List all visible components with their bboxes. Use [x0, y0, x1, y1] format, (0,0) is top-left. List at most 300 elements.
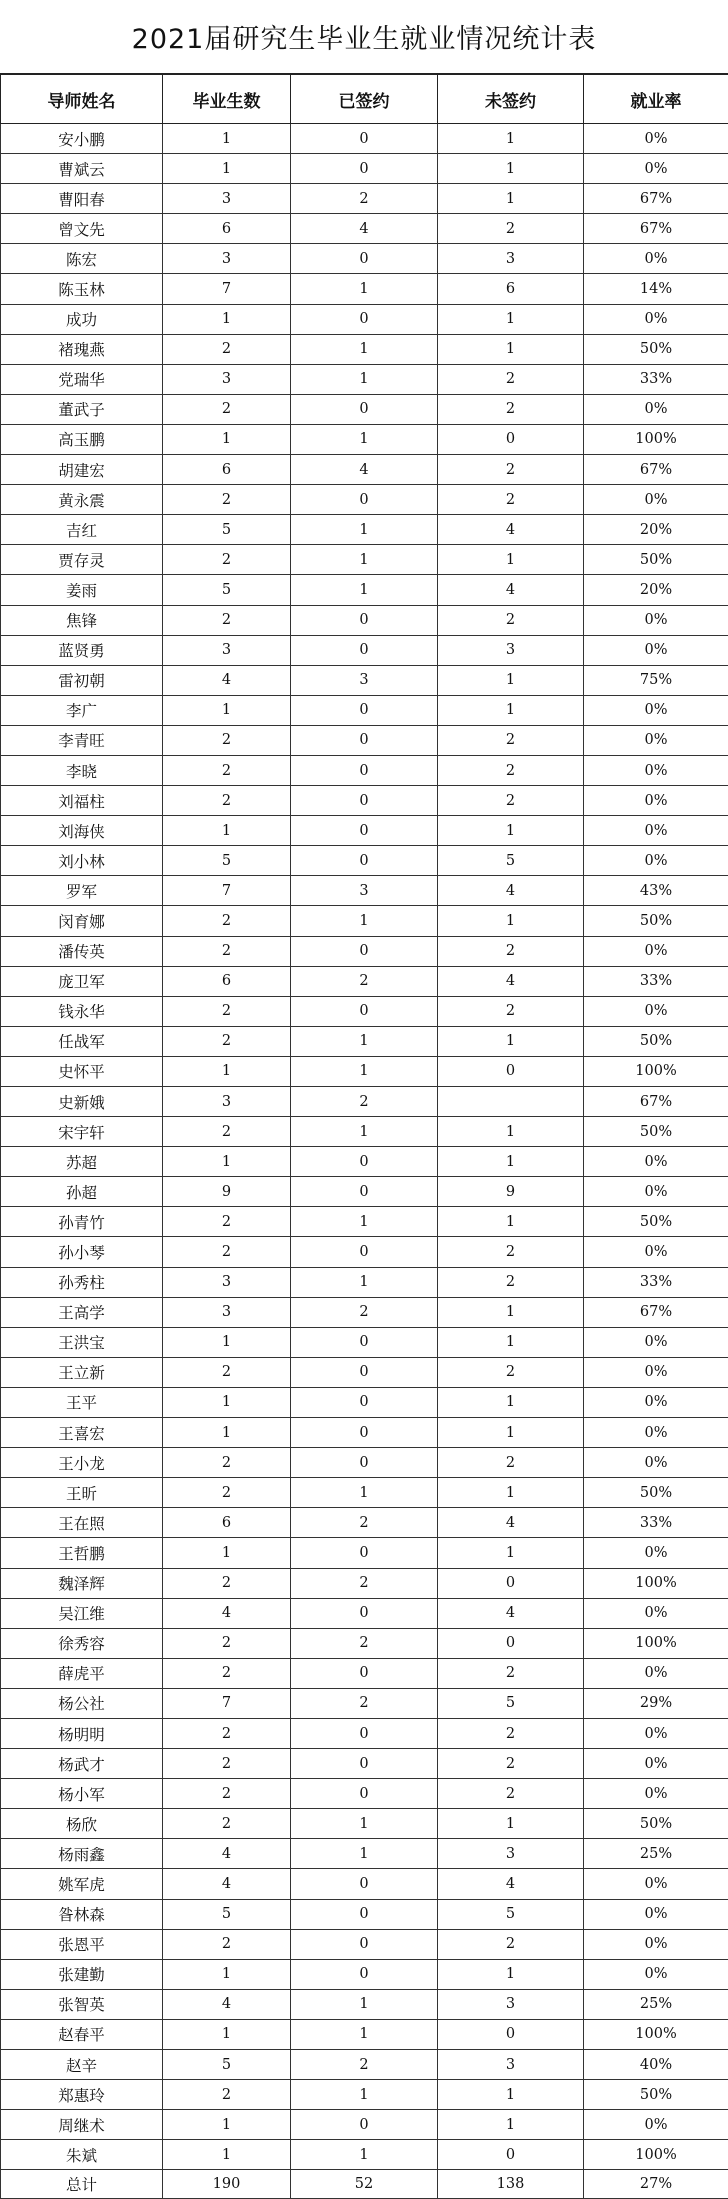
graduates-cell[interactable]: 4	[163, 1839, 291, 1869]
rate-cell[interactable]: 33%	[584, 966, 728, 996]
signed-cell[interactable]: 0	[291, 1327, 438, 1357]
rate-cell[interactable]: 0%	[584, 1779, 728, 1809]
signed-cell[interactable]: 0	[291, 485, 438, 515]
signed-cell[interactable]: 0	[291, 1387, 438, 1417]
rate-cell[interactable]: 0%	[584, 1147, 728, 1177]
graduates-cell[interactable]: 5	[163, 515, 291, 545]
signed-cell[interactable]: 0	[291, 1929, 438, 1959]
graduates-cell[interactable]: 1	[163, 1056, 291, 1086]
rate-cell[interactable]: 0%	[584, 755, 728, 785]
signed-cell[interactable]: 0	[291, 996, 438, 1026]
unsigned-cell[interactable]: 1	[438, 1026, 584, 1056]
rate-cell[interactable]: 0%	[584, 1929, 728, 1959]
advisor-name-cell[interactable]: 潘传英	[1, 936, 163, 966]
advisor-name-cell[interactable]: 王高学	[1, 1297, 163, 1327]
signed-cell[interactable]: 1	[291, 1478, 438, 1508]
graduates-cell[interactable]: 2	[163, 755, 291, 785]
advisor-name-cell[interactable]: 王喜宏	[1, 1418, 163, 1448]
rate-cell[interactable]: 0%	[584, 1387, 728, 1417]
advisor-name-cell[interactable]: 焦锋	[1, 605, 163, 635]
graduates-cell[interactable]: 2	[163, 2080, 291, 2110]
advisor-name-cell[interactable]: 陈宏	[1, 244, 163, 274]
advisor-name-cell[interactable]: 孙秀柱	[1, 1267, 163, 1297]
graduates-cell[interactable]: 6	[163, 1508, 291, 1538]
signed-cell[interactable]: 1	[291, 1989, 438, 2019]
rate-cell[interactable]: 0%	[584, 1418, 728, 1448]
advisor-name-cell[interactable]: 徐秀容	[1, 1628, 163, 1658]
signed-cell[interactable]: 1	[291, 2140, 438, 2170]
advisor-name-cell[interactable]: 魏泽辉	[1, 1568, 163, 1598]
signed-cell[interactable]: 0	[291, 846, 438, 876]
unsigned-cell[interactable]: 1	[438, 184, 584, 214]
advisor-name-cell[interactable]: 党瑞华	[1, 364, 163, 394]
unsigned-cell[interactable]: 2	[438, 1718, 584, 1748]
graduates-cell[interactable]: 2	[163, 394, 291, 424]
advisor-name-cell[interactable]: 陈玉林	[1, 274, 163, 304]
signed-cell[interactable]: 0	[291, 1749, 438, 1779]
graduates-cell[interactable]: 2	[163, 1026, 291, 1056]
total-signed[interactable]: 52	[291, 2170, 438, 2199]
graduates-cell[interactable]: 6	[163, 966, 291, 996]
unsigned-cell[interactable]: 4	[438, 1508, 584, 1538]
rate-cell[interactable]: 0%	[584, 635, 728, 665]
rate-cell[interactable]: 40%	[584, 2050, 728, 2080]
graduates-cell[interactable]: 3	[163, 244, 291, 274]
advisor-name-cell[interactable]: 杨小军	[1, 1779, 163, 1809]
unsigned-cell[interactable]: 2	[438, 786, 584, 816]
advisor-name-cell[interactable]: 孙小琴	[1, 1237, 163, 1267]
graduates-cell[interactable]: 9	[163, 1177, 291, 1207]
graduates-cell[interactable]: 1	[163, 1387, 291, 1417]
advisor-name-cell[interactable]: 任战军	[1, 1026, 163, 1056]
unsigned-cell[interactable]: 0	[438, 2140, 584, 2170]
rate-cell[interactable]: 0%	[584, 1658, 728, 1688]
graduates-cell[interactable]: 2	[163, 1718, 291, 1748]
graduates-cell[interactable]: 5	[163, 1899, 291, 1929]
graduates-cell[interactable]: 3	[163, 1087, 291, 1117]
unsigned-cell[interactable]: 2	[438, 936, 584, 966]
unsigned-cell[interactable]: 2	[438, 1749, 584, 1779]
rate-cell[interactable]: 0%	[584, 485, 728, 515]
signed-cell[interactable]: 1	[291, 1267, 438, 1297]
rate-cell[interactable]: 33%	[584, 1508, 728, 1538]
rate-cell[interactable]: 50%	[584, 2080, 728, 2110]
signed-cell[interactable]: 3	[291, 876, 438, 906]
rate-cell[interactable]: 67%	[584, 1087, 728, 1117]
unsigned-cell[interactable]: 2	[438, 394, 584, 424]
rate-cell[interactable]: 50%	[584, 1026, 728, 1056]
advisor-name-cell[interactable]: 吉红	[1, 515, 163, 545]
advisor-name-cell[interactable]: 昝林森	[1, 1899, 163, 1929]
unsigned-cell[interactable]: 6	[438, 274, 584, 304]
rate-cell[interactable]: 0%	[584, 1327, 728, 1357]
signed-cell[interactable]: 0	[291, 1959, 438, 1989]
rate-cell[interactable]: 20%	[584, 575, 728, 605]
graduates-cell[interactable]: 2	[163, 1357, 291, 1387]
graduates-cell[interactable]: 2	[163, 1809, 291, 1839]
rate-cell[interactable]: 43%	[584, 876, 728, 906]
graduates-cell[interactable]: 4	[163, 665, 291, 695]
graduates-cell[interactable]: 2	[163, 1628, 291, 1658]
signed-cell[interactable]: 1	[291, 1117, 438, 1147]
unsigned-cell[interactable]: 4	[438, 1869, 584, 1899]
rate-cell[interactable]: 100%	[584, 424, 728, 454]
signed-cell[interactable]: 0	[291, 1598, 438, 1628]
advisor-name-cell[interactable]: 史怀平	[1, 1056, 163, 1086]
rate-cell[interactable]: 0%	[584, 846, 728, 876]
rate-cell[interactable]: 0%	[584, 725, 728, 755]
graduates-cell[interactable]: 1	[163, 154, 291, 184]
graduates-cell[interactable]: 3	[163, 1267, 291, 1297]
graduates-cell[interactable]: 3	[163, 364, 291, 394]
advisor-name-cell[interactable]: 闵育娜	[1, 906, 163, 936]
unsigned-cell[interactable]: 1	[438, 665, 584, 695]
unsigned-cell[interactable]: 4	[438, 515, 584, 545]
rate-cell[interactable]: 25%	[584, 1839, 728, 1869]
signed-cell[interactable]: 1	[291, 1839, 438, 1869]
graduates-cell[interactable]: 2	[163, 334, 291, 364]
rate-cell[interactable]: 0%	[584, 1959, 728, 1989]
rate-cell[interactable]: 0%	[584, 1538, 728, 1568]
graduates-cell[interactable]: 1	[163, 304, 291, 334]
rate-cell[interactable]: 100%	[584, 1056, 728, 1086]
rate-cell[interactable]: 67%	[584, 1297, 728, 1327]
advisor-name-cell[interactable]: 钱永华	[1, 996, 163, 1026]
advisor-name-cell[interactable]: 高玉鹏	[1, 424, 163, 454]
signed-cell[interactable]: 1	[291, 334, 438, 364]
graduates-cell[interactable]: 1	[163, 816, 291, 846]
rate-cell[interactable]: 0%	[584, 996, 728, 1026]
signed-cell[interactable]: 0	[291, 936, 438, 966]
unsigned-cell[interactable]	[438, 1087, 584, 1117]
signed-cell[interactable]: 0	[291, 786, 438, 816]
unsigned-cell[interactable]: 3	[438, 1989, 584, 2019]
rate-cell[interactable]: 20%	[584, 515, 728, 545]
signed-cell[interactable]: 0	[291, 394, 438, 424]
advisor-name-cell[interactable]: 周继术	[1, 2110, 163, 2140]
unsigned-cell[interactable]: 9	[438, 1177, 584, 1207]
graduates-cell[interactable]: 2	[163, 725, 291, 755]
unsigned-cell[interactable]: 1	[438, 2080, 584, 2110]
advisor-name-cell[interactable]: 庞卫军	[1, 966, 163, 996]
rate-cell[interactable]: 100%	[584, 1568, 728, 1598]
signed-cell[interactable]: 0	[291, 635, 438, 665]
unsigned-cell[interactable]: 2	[438, 364, 584, 394]
signed-cell[interactable]: 1	[291, 364, 438, 394]
signed-cell[interactable]: 0	[291, 1779, 438, 1809]
graduates-cell[interactable]: 5	[163, 2050, 291, 2080]
rate-cell[interactable]: 0%	[584, 394, 728, 424]
advisor-name-cell[interactable]: 张智英	[1, 1989, 163, 2019]
graduates-cell[interactable]: 2	[163, 906, 291, 936]
graduates-cell[interactable]: 7	[163, 274, 291, 304]
advisor-name-cell[interactable]: 吴江维	[1, 1598, 163, 1628]
rate-cell[interactable]: 50%	[584, 334, 728, 364]
signed-cell[interactable]: 1	[291, 424, 438, 454]
rate-cell[interactable]: 67%	[584, 214, 728, 244]
unsigned-cell[interactable]: 1	[438, 1959, 584, 1989]
graduates-cell[interactable]: 2	[163, 1658, 291, 1688]
unsigned-cell[interactable]: 1	[438, 124, 584, 154]
header-advisor-name[interactable]: 导师姓名	[1, 75, 163, 124]
unsigned-cell[interactable]: 1	[438, 1387, 584, 1417]
unsigned-cell[interactable]: 1	[438, 154, 584, 184]
advisor-name-cell[interactable]: 王洪宝	[1, 1327, 163, 1357]
graduates-cell[interactable]: 5	[163, 846, 291, 876]
unsigned-cell[interactable]: 5	[438, 1899, 584, 1929]
advisor-name-cell[interactable]: 姜雨	[1, 575, 163, 605]
advisor-name-cell[interactable]: 刘福柱	[1, 786, 163, 816]
rate-cell[interactable]: 50%	[584, 545, 728, 575]
graduates-cell[interactable]: 2	[163, 1207, 291, 1237]
signed-cell[interactable]: 0	[291, 1147, 438, 1177]
signed-cell[interactable]: 1	[291, 906, 438, 936]
unsigned-cell[interactable]: 2	[438, 485, 584, 515]
graduates-cell[interactable]: 7	[163, 1688, 291, 1718]
signed-cell[interactable]: 0	[291, 695, 438, 725]
advisor-name-cell[interactable]: 赵辛	[1, 2050, 163, 2080]
rate-cell[interactable]: 0%	[584, 304, 728, 334]
graduates-cell[interactable]: 7	[163, 876, 291, 906]
graduates-cell[interactable]: 2	[163, 1478, 291, 1508]
graduates-cell[interactable]: 1	[163, 2140, 291, 2170]
graduates-cell[interactable]: 6	[163, 455, 291, 485]
graduates-cell[interactable]: 2	[163, 1929, 291, 1959]
unsigned-cell[interactable]: 1	[438, 1207, 584, 1237]
rate-cell[interactable]: 50%	[584, 1478, 728, 1508]
advisor-name-cell[interactable]: 孙超	[1, 1177, 163, 1207]
signed-cell[interactable]: 2	[291, 1297, 438, 1327]
signed-cell[interactable]: 2	[291, 1568, 438, 1598]
rate-cell[interactable]: 50%	[584, 1207, 728, 1237]
unsigned-cell[interactable]: 1	[438, 1327, 584, 1357]
unsigned-cell[interactable]: 1	[438, 1809, 584, 1839]
signed-cell[interactable]: 2	[291, 1628, 438, 1658]
graduates-cell[interactable]: 2	[163, 1448, 291, 1478]
advisor-name-cell[interactable]: 罗军	[1, 876, 163, 906]
advisor-name-cell[interactable]: 薛虎平	[1, 1658, 163, 1688]
graduates-cell[interactable]: 2	[163, 1749, 291, 1779]
signed-cell[interactable]: 2	[291, 1508, 438, 1538]
advisor-name-cell[interactable]: 孙青竹	[1, 1207, 163, 1237]
rate-cell[interactable]: 75%	[584, 665, 728, 695]
signed-cell[interactable]: 0	[291, 2110, 438, 2140]
unsigned-cell[interactable]: 1	[438, 1538, 584, 1568]
rate-cell[interactable]: 0%	[584, 695, 728, 725]
unsigned-cell[interactable]: 0	[438, 1056, 584, 1086]
advisor-name-cell[interactable]: 王小龙	[1, 1448, 163, 1478]
advisor-name-cell[interactable]: 张建勤	[1, 1959, 163, 1989]
unsigned-cell[interactable]: 2	[438, 725, 584, 755]
unsigned-cell[interactable]: 1	[438, 304, 584, 334]
signed-cell[interactable]: 0	[291, 1237, 438, 1267]
graduates-cell[interactable]: 3	[163, 635, 291, 665]
graduates-cell[interactable]: 2	[163, 786, 291, 816]
advisor-name-cell[interactable]: 王哲鹏	[1, 1538, 163, 1568]
graduates-cell[interactable]: 2	[163, 996, 291, 1026]
unsigned-cell[interactable]: 1	[438, 695, 584, 725]
signed-cell[interactable]: 0	[291, 1448, 438, 1478]
unsigned-cell[interactable]: 2	[438, 1357, 584, 1387]
graduates-cell[interactable]: 2	[163, 1779, 291, 1809]
graduates-cell[interactable]: 1	[163, 695, 291, 725]
advisor-name-cell[interactable]: 王昕	[1, 1478, 163, 1508]
advisor-name-cell[interactable]: 刘海侠	[1, 816, 163, 846]
rate-cell[interactable]: 0%	[584, 1177, 728, 1207]
advisor-name-cell[interactable]: 宋宇轩	[1, 1117, 163, 1147]
advisor-name-cell[interactable]: 曾文先	[1, 214, 163, 244]
graduates-cell[interactable]: 1	[163, 1418, 291, 1448]
signed-cell[interactable]: 2	[291, 966, 438, 996]
unsigned-cell[interactable]: 2	[438, 1779, 584, 1809]
graduates-cell[interactable]: 4	[163, 1598, 291, 1628]
rate-cell[interactable]: 67%	[584, 184, 728, 214]
unsigned-cell[interactable]: 1	[438, 334, 584, 364]
advisor-name-cell[interactable]: 贾存灵	[1, 545, 163, 575]
unsigned-cell[interactable]: 4	[438, 966, 584, 996]
rate-cell[interactable]: 29%	[584, 1688, 728, 1718]
graduates-cell[interactable]: 2	[163, 1237, 291, 1267]
advisor-name-cell[interactable]: 安小鹏	[1, 124, 163, 154]
signed-cell[interactable]: 0	[291, 124, 438, 154]
graduates-cell[interactable]: 1	[163, 1327, 291, 1357]
signed-cell[interactable]: 0	[291, 1177, 438, 1207]
advisor-name-cell[interactable]: 杨公社	[1, 1688, 163, 1718]
rate-cell[interactable]: 0%	[584, 244, 728, 274]
advisor-name-cell[interactable]: 黄永震	[1, 485, 163, 515]
signed-cell[interactable]: 0	[291, 1869, 438, 1899]
advisor-name-cell[interactable]: 朱斌	[1, 2140, 163, 2170]
advisor-name-cell[interactable]: 曹阳春	[1, 184, 163, 214]
signed-cell[interactable]: 2	[291, 2050, 438, 2080]
signed-cell[interactable]: 0	[291, 605, 438, 635]
advisor-name-cell[interactable]: 杨雨鑫	[1, 1839, 163, 1869]
rate-cell[interactable]: 67%	[584, 455, 728, 485]
advisor-name-cell[interactable]: 王平	[1, 1387, 163, 1417]
header-unsigned[interactable]: 未签约	[438, 75, 584, 124]
unsigned-cell[interactable]: 3	[438, 635, 584, 665]
rate-cell[interactable]: 0%	[584, 1598, 728, 1628]
total-label[interactable]: 总计	[1, 2170, 163, 2199]
signed-cell[interactable]: 0	[291, 725, 438, 755]
advisor-name-cell[interactable]: 王在照	[1, 1508, 163, 1538]
header-signed[interactable]: 已签约	[291, 75, 438, 124]
graduates-cell[interactable]: 5	[163, 575, 291, 605]
signed-cell[interactable]: 2	[291, 1688, 438, 1718]
graduates-cell[interactable]: 1	[163, 1959, 291, 1989]
advisor-name-cell[interactable]: 成功	[1, 304, 163, 334]
unsigned-cell[interactable]: 2	[438, 755, 584, 785]
graduates-cell[interactable]: 1	[163, 2019, 291, 2049]
rate-cell[interactable]: 0%	[584, 1718, 728, 1748]
graduates-cell[interactable]: 4	[163, 1869, 291, 1899]
signed-cell[interactable]: 1	[291, 515, 438, 545]
signed-cell[interactable]: 1	[291, 274, 438, 304]
total-graduates[interactable]: 190	[163, 2170, 291, 2199]
unsigned-cell[interactable]: 3	[438, 1839, 584, 1869]
unsigned-cell[interactable]: 1	[438, 1478, 584, 1508]
rate-cell[interactable]: 50%	[584, 1809, 728, 1839]
rate-cell[interactable]: 50%	[584, 1117, 728, 1147]
unsigned-cell[interactable]: 0	[438, 2019, 584, 2049]
graduates-cell[interactable]: 1	[163, 124, 291, 154]
graduates-cell[interactable]: 1	[163, 1147, 291, 1177]
unsigned-cell[interactable]: 1	[438, 545, 584, 575]
rate-cell[interactable]: 0%	[584, 154, 728, 184]
signed-cell[interactable]: 1	[291, 1026, 438, 1056]
unsigned-cell[interactable]: 5	[438, 1688, 584, 1718]
signed-cell[interactable]: 0	[291, 304, 438, 334]
rate-cell[interactable]: 100%	[584, 2019, 728, 2049]
advisor-name-cell[interactable]: 张恩平	[1, 1929, 163, 1959]
advisor-name-cell[interactable]: 雷初朝	[1, 665, 163, 695]
signed-cell[interactable]: 1	[291, 1809, 438, 1839]
unsigned-cell[interactable]: 1	[438, 1297, 584, 1327]
total-rate[interactable]: 27%	[584, 2170, 728, 2199]
unsigned-cell[interactable]: 4	[438, 1598, 584, 1628]
advisor-name-cell[interactable]: 蓝贤勇	[1, 635, 163, 665]
unsigned-cell[interactable]: 0	[438, 424, 584, 454]
unsigned-cell[interactable]: 2	[438, 1237, 584, 1267]
signed-cell[interactable]: 1	[291, 545, 438, 575]
unsigned-cell[interactable]: 2	[438, 1658, 584, 1688]
unsigned-cell[interactable]: 2	[438, 1267, 584, 1297]
graduates-cell[interactable]: 3	[163, 1297, 291, 1327]
unsigned-cell[interactable]: 2	[438, 455, 584, 485]
advisor-name-cell[interactable]: 王立新	[1, 1357, 163, 1387]
unsigned-cell[interactable]: 1	[438, 1418, 584, 1448]
advisor-name-cell[interactable]: 杨明明	[1, 1718, 163, 1748]
graduates-cell[interactable]: 4	[163, 1989, 291, 2019]
rate-cell[interactable]: 100%	[584, 2140, 728, 2170]
signed-cell[interactable]: 3	[291, 665, 438, 695]
graduates-cell[interactable]: 2	[163, 605, 291, 635]
graduates-cell[interactable]: 1	[163, 2110, 291, 2140]
signed-cell[interactable]: 0	[291, 1658, 438, 1688]
signed-cell[interactable]: 1	[291, 2080, 438, 2110]
rate-cell[interactable]: 0%	[584, 1357, 728, 1387]
advisor-name-cell[interactable]: 刘小林	[1, 846, 163, 876]
rate-cell[interactable]: 14%	[584, 274, 728, 304]
graduates-cell[interactable]: 2	[163, 1568, 291, 1598]
signed-cell[interactable]: 0	[291, 1899, 438, 1929]
signed-cell[interactable]: 1	[291, 575, 438, 605]
unsigned-cell[interactable]: 5	[438, 846, 584, 876]
unsigned-cell[interactable]: 3	[438, 244, 584, 274]
signed-cell[interactable]: 1	[291, 1056, 438, 1086]
graduates-cell[interactable]: 1	[163, 1538, 291, 1568]
rate-cell[interactable]: 25%	[584, 1989, 728, 2019]
graduates-cell[interactable]: 2	[163, 485, 291, 515]
advisor-name-cell[interactable]: 李晓	[1, 755, 163, 785]
rate-cell[interactable]: 50%	[584, 906, 728, 936]
signed-cell[interactable]: 0	[291, 1718, 438, 1748]
unsigned-cell[interactable]: 0	[438, 1628, 584, 1658]
header-graduates-count[interactable]: 毕业生数	[163, 75, 291, 124]
signed-cell[interactable]: 2	[291, 1087, 438, 1117]
advisor-name-cell[interactable]: 姚军虎	[1, 1869, 163, 1899]
unsigned-cell[interactable]: 2	[438, 1929, 584, 1959]
advisor-name-cell[interactable]: 董武子	[1, 394, 163, 424]
signed-cell[interactable]: 0	[291, 154, 438, 184]
unsigned-cell[interactable]: 1	[438, 2110, 584, 2140]
unsigned-cell[interactable]: 2	[438, 605, 584, 635]
unsigned-cell[interactable]: 1	[438, 1147, 584, 1177]
unsigned-cell[interactable]: 1	[438, 906, 584, 936]
unsigned-cell[interactable]: 2	[438, 996, 584, 1026]
advisor-name-cell[interactable]: 史新娥	[1, 1087, 163, 1117]
rate-cell[interactable]: 0%	[584, 1448, 728, 1478]
